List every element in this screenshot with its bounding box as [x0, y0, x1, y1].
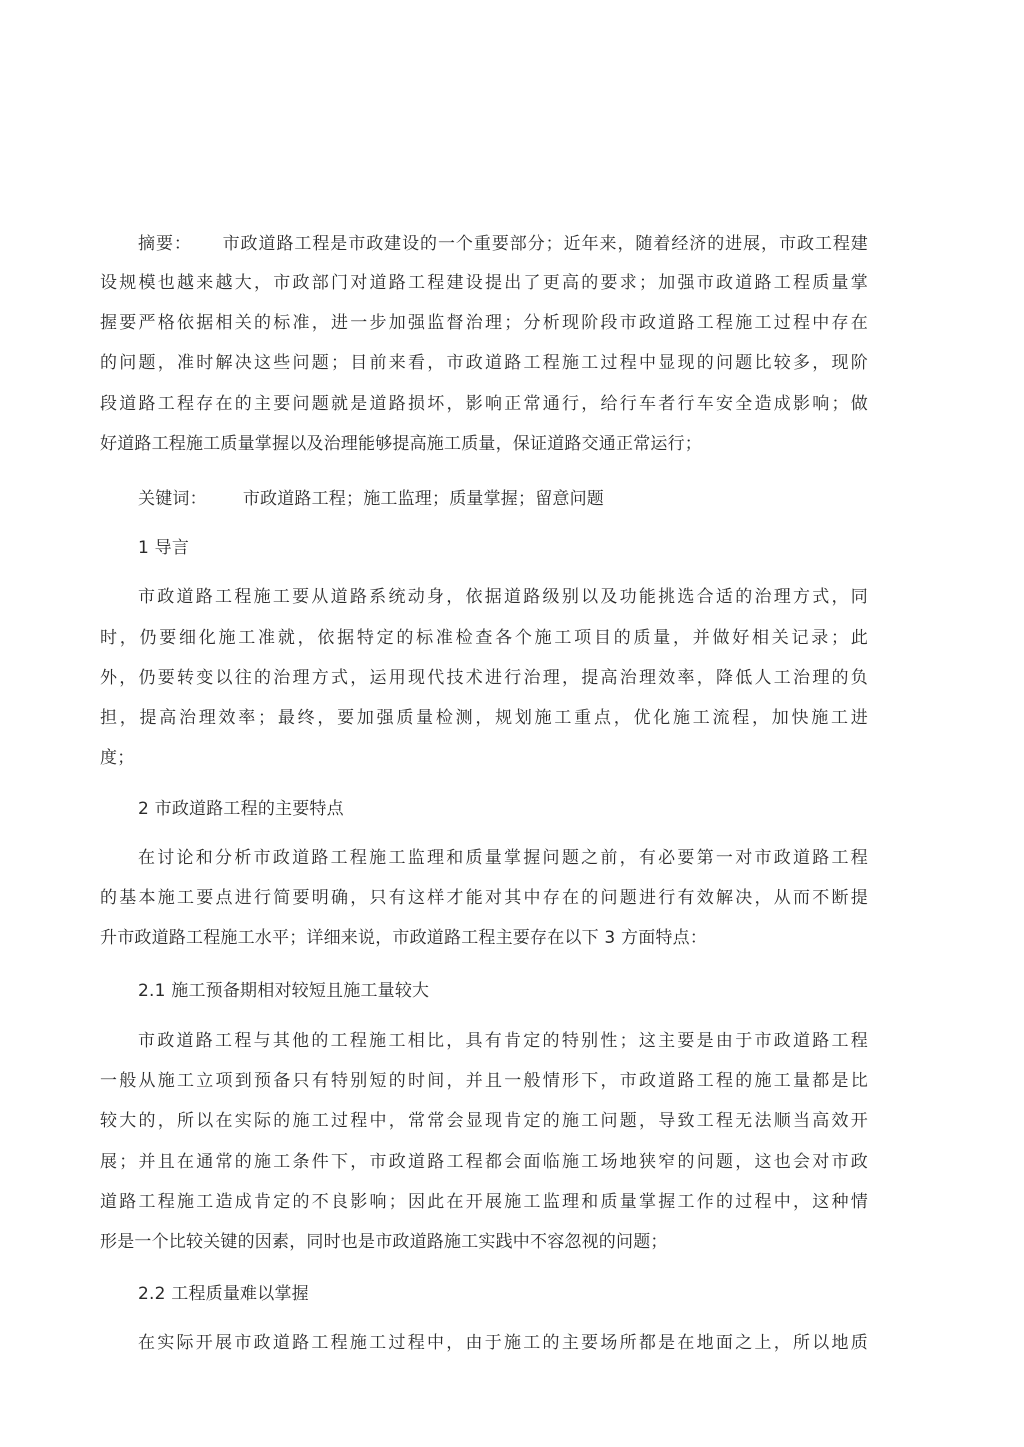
- section-1-line-2: 时，仍要细化施工准就，依据特定的标准检查各个施工项目的质量，并做好相关记录；此: [100, 628, 868, 648]
- abstract-text-1: 市政道路工程是市政建设的一个重要部分；近年来，随着经济的进展，市政工程建: [221, 234, 868, 254]
- section-1-line-4: 担，提高治理效率；最终，要加强质量检测，规划施工重点，优化施工流程，加快施工进: [100, 708, 868, 728]
- section-2-1-line-6: 形是一个比较关键的因素，同时也是市政道路施工实践中不容忽视的问题；: [100, 1232, 668, 1252]
- section-1-line-5: 度；: [100, 748, 135, 768]
- section-2-line-2: 的基本施工要点进行简要明确，只有这样才能对其中存在的问题进行有效解决，从而不断提: [100, 888, 868, 908]
- abstract-label: 摘要：: [138, 234, 192, 254]
- abstract-line-3: 握要严格依据相关的标准，进一步加强监督治理；分析现阶段市政道路工程施工过程中存在: [100, 313, 868, 333]
- section-2-heading: 2 市政道路工程的主要特点: [138, 799, 344, 819]
- abstract-line-5: 段道路工程存在的主要问题就是道路损坏，影响正常通行，给行车者行车安全造成影响；做: [100, 394, 868, 414]
- section-2-line-1: 在讨论和分析市政道路工程施工监理和质量掌握问题之前，有必要第一对市政道路工程: [138, 848, 868, 868]
- section-2-1-heading: 2.1 施工预备期相对较短且施工量较大: [138, 981, 430, 1001]
- section-1-heading: 1 导言: [138, 538, 190, 558]
- section-2-1-line-5: 道路工程施工造成肯定的不良影响；因此在开展施工监理和质量掌握工作的过程中，这种情: [100, 1192, 868, 1212]
- section-2-1-line-1: 市政道路工程与其他的工程施工相比，具有肯定的特别性；这主要是由于市政道路工程: [138, 1031, 868, 1051]
- section-2-1-line-3: 较大的，所以在实际的施工过程中，常常会显现肯定的施工问题，导致工程无法顺当高效开: [100, 1111, 868, 1131]
- abstract-line-2: 设规模也越来越大，市政部门对道路工程建设提出了更高的要求；加强市政道路工程质量掌: [100, 273, 868, 293]
- section-1-line-3: 外，仍要转变以往的治理方式，运用现代技术进行治理，提高治理效率，降低人工治理的负: [100, 668, 868, 688]
- section-2-2-line-1: 在实际开展市政道路工程施工过程中，由于施工的主要场所都是在地面之上，所以地质: [138, 1333, 868, 1353]
- abstract-line-4: 的问题，准时解决这些问题；目前来看，市政道路工程施工过程中显现的问题比较多，现阶: [100, 353, 868, 373]
- section-2-2-heading: 2.2 工程质量难以掌握: [138, 1284, 309, 1304]
- section-1-line-1: 市政道路工程施工要从道路系统动身，依据道路级别以及功能挑选合适的治理方式，同: [138, 587, 868, 607]
- abstract-line-1: [138, 232, 868, 256]
- section-2-line-3: 升市政道路工程施工水平；详细来说，市政道路工程主要存在以下 3 方面特点：: [100, 928, 708, 948]
- keywords-label: 关键词：: [138, 489, 207, 509]
- section-2-1-line-2: 一般从施工立项到预备只有特别短的时间，并且一般情形下，市政道路工程的施工量都是比: [100, 1071, 868, 1091]
- keywords-value: 市政道路工程；施工监理；质量掌握；留意问题: [242, 489, 605, 509]
- keywords-line: [138, 487, 868, 511]
- abstract-line-6: 好道路工程施工质量掌握以及治理能够提高施工质量，保证道路交通正常运行；: [100, 434, 702, 454]
- section-2-1-line-4: 展；并且在通常的施工条件下，市政道路工程都会面临施工场地狭窄的问题，这也会对市政: [100, 1152, 868, 1172]
